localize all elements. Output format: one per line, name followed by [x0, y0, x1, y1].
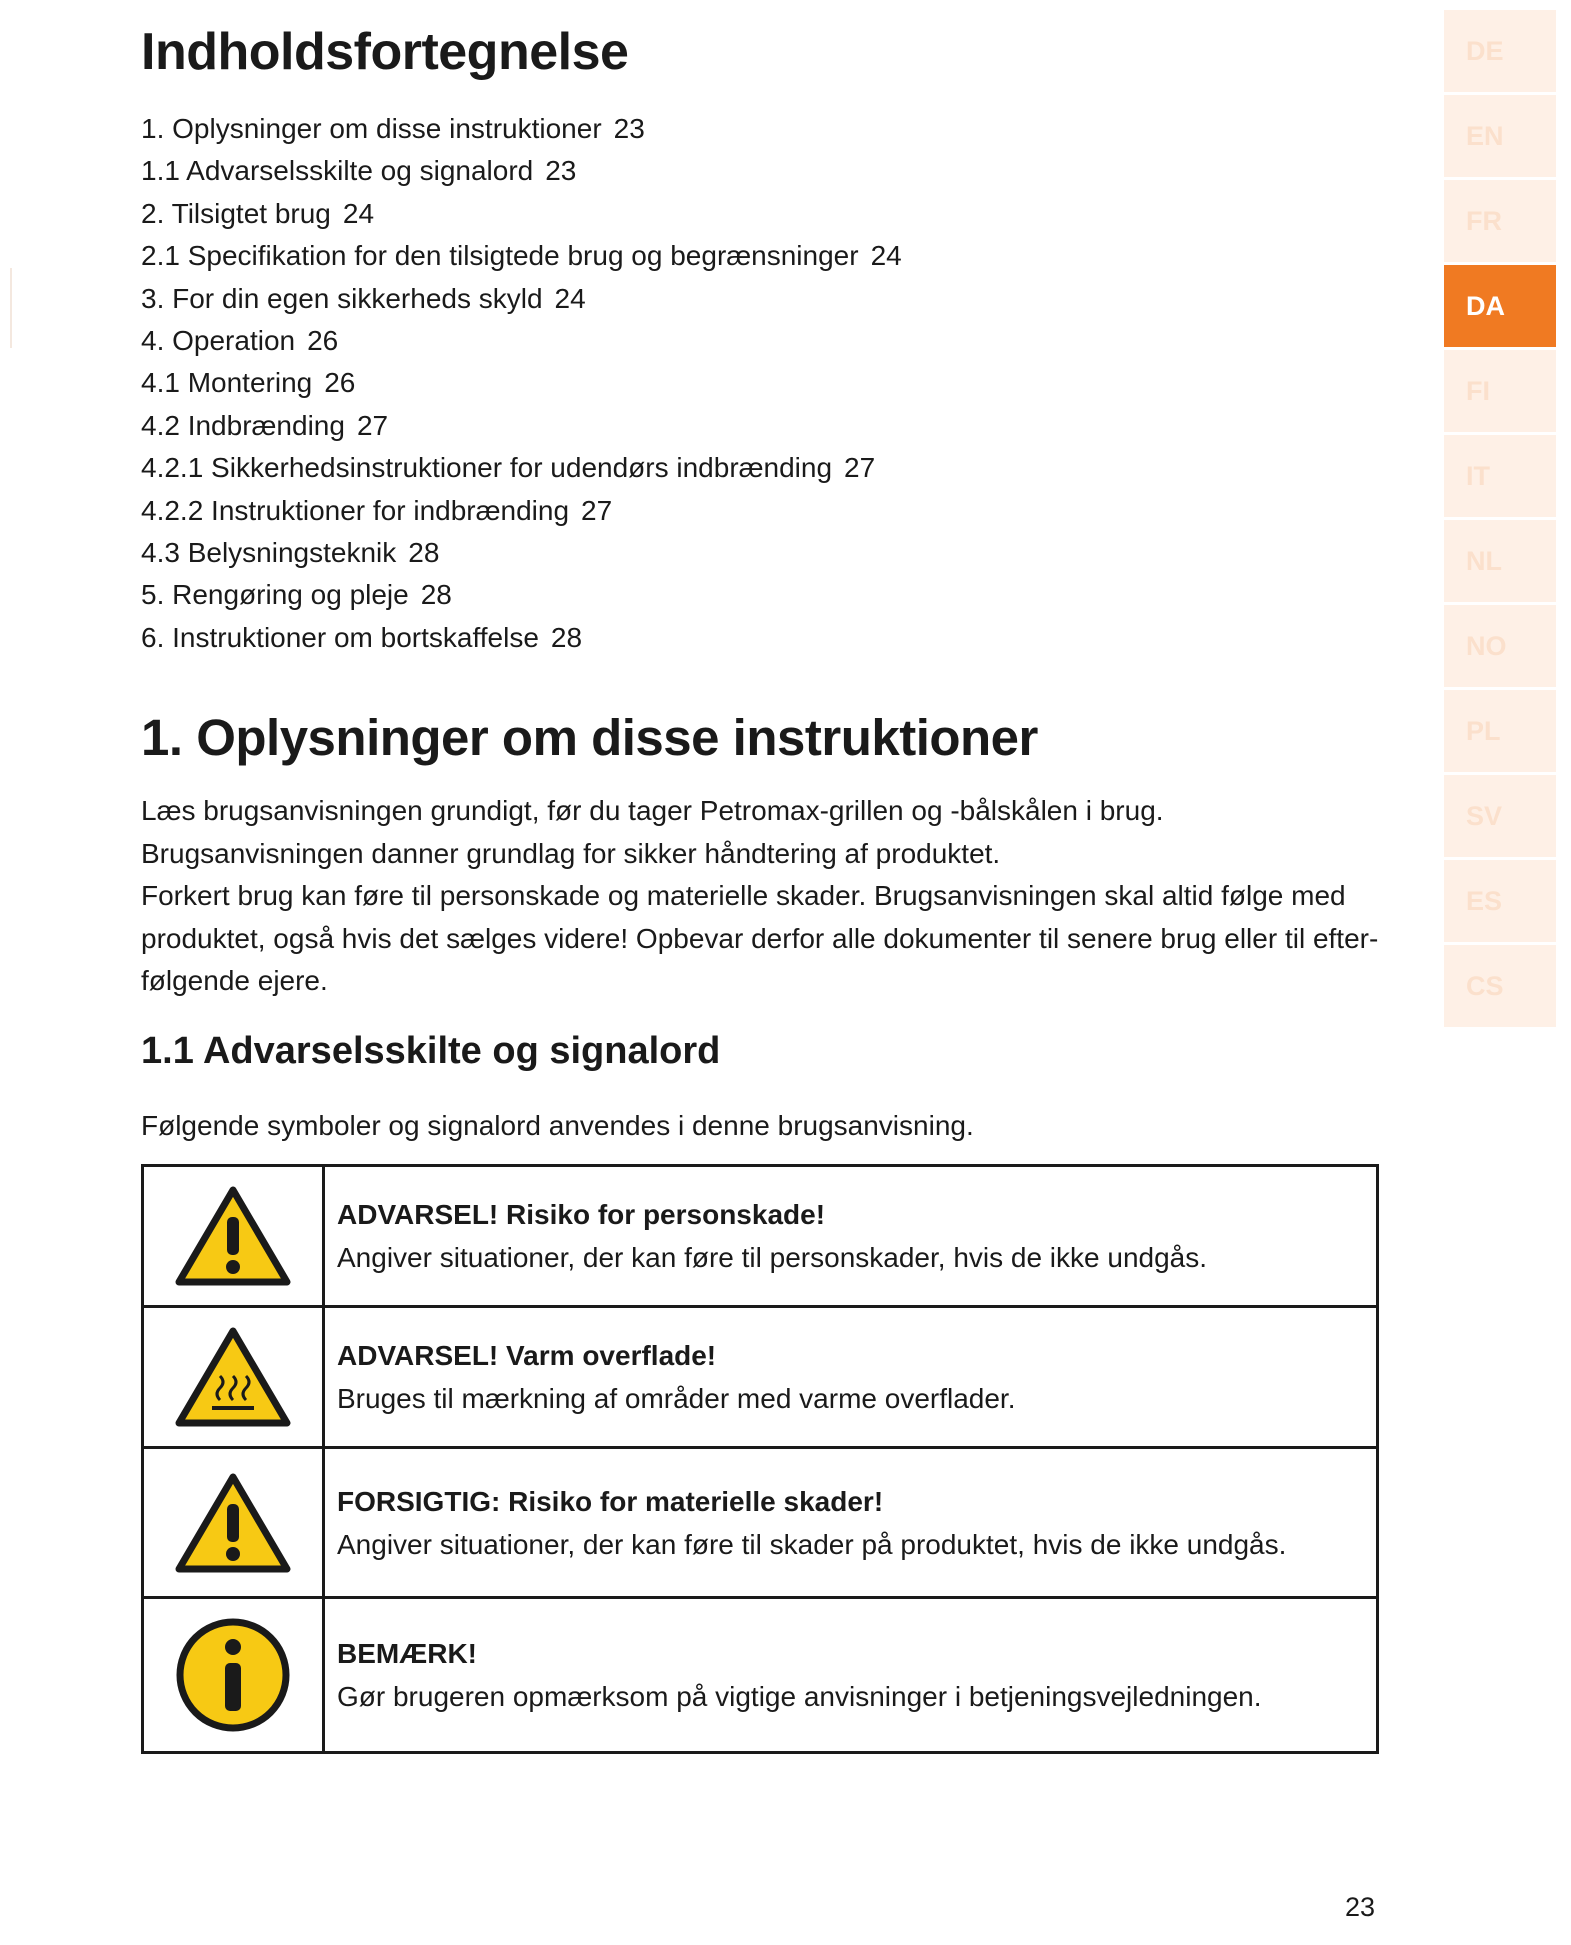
toc-item[interactable] [141, 150, 902, 192]
text-cell [324, 1448, 1378, 1598]
toc-item[interactable] [141, 235, 902, 277]
toc-item-label: 2. Tilsigtet brug [141, 197, 331, 229]
toc-item-label: 4.3 Belysningsteknik [141, 537, 397, 569]
tab-en[interactable]: EN [1444, 95, 1556, 177]
warning-title: BEMÆRK! [337, 1638, 477, 1669]
text-cell [324, 1166, 1378, 1307]
tab-nl[interactable]: NL [1444, 520, 1556, 602]
text-cell [324, 1598, 1378, 1753]
toc-item-page: 28 [408, 537, 440, 569]
toc-item-page: 27 [581, 494, 613, 526]
toc-item-label: 4.2.2 Instruktioner for indbrænding [141, 494, 570, 526]
warning-description: Angiver situationer, der kan føre til personskader, hvis de ikke undgås. [337, 1242, 1208, 1273]
toc-item[interactable] [141, 447, 902, 489]
toc-item-label: 6. Instruktioner om bortskaffelse [141, 621, 539, 653]
tab-no[interactable]: NO [1444, 605, 1556, 687]
toc-list [141, 108, 902, 659]
toc-item-label: 4.2 Indbrænding [141, 409, 345, 441]
subsection-heading: 1.1 Advarselsskilte og signalord [141, 1030, 721, 1072]
toc-title: Indholdsfortegnelse [141, 23, 629, 81]
warning-title: ADVARSEL! Risiko for personskade! [337, 1199, 826, 1230]
toc-item-label: 4. Operation [141, 325, 296, 357]
page-number: 23 [1345, 1892, 1376, 1922]
section-paragraph: Læs brugsanvisningen grundigt, før du tager Petromax-grillen og -bålskålen i brug. Brugsanvisningen danner grundlag for sikker håndtering af produktet. [141, 795, 1164, 869]
toc-item-page: 24 [342, 197, 375, 229]
tab-pl[interactable]: PL [1444, 690, 1556, 772]
warning-title: FORSIGTIG: Risiko for materielle skader! [337, 1485, 884, 1517]
warning-description: Bruges til mærkning af områder med varme overflader. [337, 1383, 1016, 1414]
toc-item-page: 28 [550, 621, 583, 653]
warning-triangle-icon [174, 1185, 292, 1287]
language-tabs [1444, 10, 1556, 1030]
toc-item[interactable] [141, 362, 902, 404]
toc-item[interactable] [141, 278, 902, 320]
toc-item[interactable] [141, 193, 902, 235]
tab-cs[interactable]: CS [1444, 945, 1556, 1027]
tab-sv[interactable]: SV [1444, 775, 1556, 857]
toc-item-label: 1.1 Advarselsskilte og signalord [141, 155, 534, 187]
toc-item[interactable] [141, 108, 902, 150]
tab-it[interactable]: IT [1444, 435, 1556, 517]
toc-item-page: 24 [554, 282, 586, 314]
table-row [143, 1307, 1378, 1448]
hot-surface-icon [174, 1326, 292, 1428]
margin-rule [10, 268, 12, 348]
toc-item-page: 26 [307, 325, 339, 357]
toc-item-page: 23 [613, 113, 645, 144]
toc-item-label: 4.1 Montering [141, 367, 313, 399]
toc-item-page: 23 [545, 155, 577, 187]
toc-item-page: 28 [420, 579, 452, 611]
toc-item-page: 27 [356, 409, 389, 441]
warning-triangle-icon [174, 1472, 292, 1574]
table-row [143, 1598, 1378, 1753]
warning-title: ADVARSEL! Varm overflade! [337, 1340, 717, 1371]
text-cell [324, 1307, 1378, 1448]
toc-item[interactable] [141, 490, 902, 532]
toc-item-label: 1. Oplysninger om disse instruktioner [141, 113, 602, 144]
tab-es[interactable]: ES [1444, 860, 1556, 942]
toc-item[interactable] [141, 320, 902, 362]
icon-cell [143, 1166, 324, 1307]
toc-item[interactable] [141, 532, 902, 574]
warning-signs-table [141, 1164, 1379, 1754]
section-paragraph: Forkert brug kan føre til personskade og materielle skader. Brugsanvisningen skal altid følge med produktet, også hvis det sælges videre! Opbevar derfor alle dokumenter til senere brug eller til efter-følgende ejere. [141, 880, 1379, 996]
icon-cell [143, 1307, 324, 1448]
toc-item-label: 2.1 Specifikation for den tilsigtede brug og begrænsninger [141, 240, 859, 272]
toc-item[interactable] [141, 405, 902, 447]
toc-item[interactable] [141, 574, 902, 616]
toc-item-label: 3. For din egen sikkerheds skyld [141, 282, 543, 314]
tab-de[interactable]: DE [1444, 10, 1556, 92]
table-row [143, 1166, 1378, 1307]
toc-item[interactable] [141, 617, 902, 659]
section-heading: 1. Oplysninger om disse instruktioner [141, 709, 1038, 766]
icon-cell [143, 1598, 324, 1753]
tab-da[interactable]: DA [1444, 265, 1556, 347]
toc-item-page: 24 [870, 240, 902, 272]
toc-item-label: 5. Rengøring og pleje [141, 579, 409, 611]
subsection-intro: Følgende symboler og signalord anvendes i denne brugsanvisning. [141, 1110, 974, 1141]
toc-item-label: 4.2.1 Sikkerhedsinstruktioner for udendørs indbrænding [141, 452, 833, 484]
warning-description: Gør brugeren opmærksom på vigtige anvisninger i betjeningsvejledningen. [337, 1681, 1262, 1712]
warning-description: Angiver situationer, der kan føre til skader på produktet, hvis de ikke undgås. [337, 1528, 1287, 1560]
table-row [143, 1448, 1378, 1598]
info-circle-icon [175, 1617, 291, 1733]
tab-fr[interactable]: FR [1444, 180, 1556, 262]
toc-item-page: 26 [324, 367, 356, 399]
toc-item-page: 27 [844, 452, 876, 484]
tab-fi[interactable]: FI [1444, 350, 1556, 432]
icon-cell [143, 1448, 324, 1598]
